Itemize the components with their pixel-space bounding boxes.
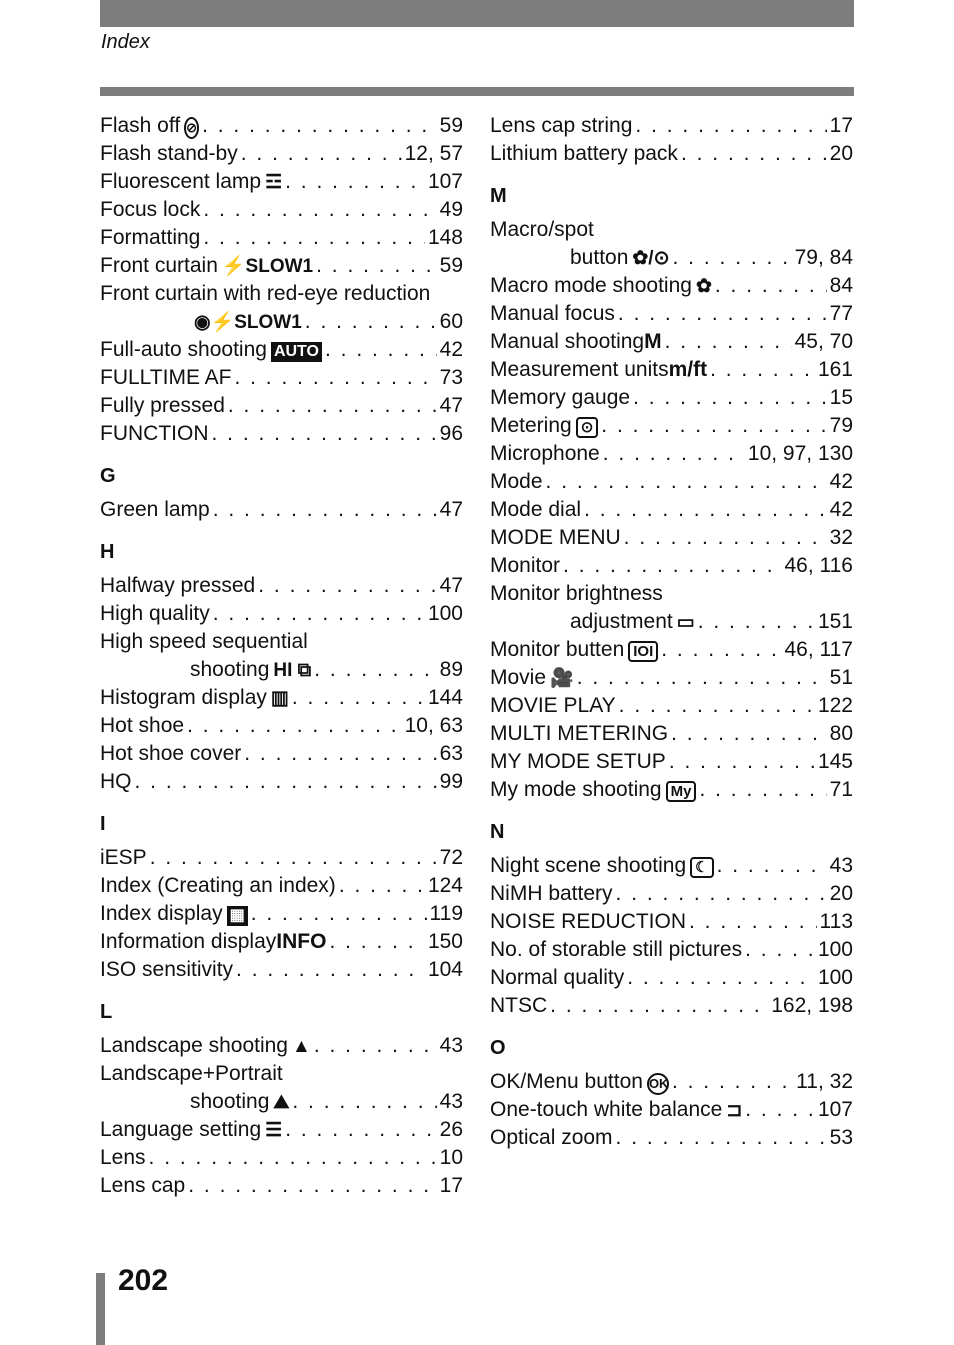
index-letter-heading: H: [100, 541, 115, 563]
leader-dots: [285, 1116, 436, 1144]
index-entry: [100, 956, 463, 984]
leader-dots: [203, 196, 436, 224]
index-entry: [100, 740, 463, 768]
index-pages: 43: [439, 1090, 463, 1113]
index-term: Microphone: [490, 442, 600, 465]
index-grid-icon: ▦: [227, 906, 248, 926]
index-entry: [490, 440, 853, 468]
page-number: 202: [118, 1264, 169, 1297]
index-entry: [490, 852, 853, 880]
index-term: Flash off: [100, 114, 181, 137]
index-term: Language setting: [100, 1118, 262, 1141]
index-pages: 150: [427, 930, 463, 953]
index-pages: 99: [439, 770, 463, 793]
index-term: button: [570, 246, 629, 269]
index-entry: [490, 384, 853, 412]
index-term: HQ: [100, 770, 132, 793]
leader-dots: [745, 936, 815, 964]
leader-dots: [305, 308, 437, 336]
leader-dots: [213, 600, 425, 628]
index-entry: [100, 600, 463, 628]
index-term: Front curtain with red-eye reduction: [100, 282, 431, 305]
leader-dots: [699, 776, 826, 804]
index-term: Movie: [490, 666, 547, 689]
index-entry-line: [100, 1060, 463, 1088]
index-entry: [100, 768, 463, 796]
index-term: NTSC: [490, 994, 548, 1017]
index-entry: [100, 496, 463, 524]
leader-dots: [329, 928, 425, 956]
leader-dots: [241, 140, 402, 168]
index-term: Macro/spot: [490, 218, 594, 241]
index-term: Normal quality: [490, 966, 625, 989]
index-term: Hot shoe cover: [100, 742, 242, 765]
leader-dots: [584, 496, 827, 524]
leader-dots: [577, 664, 827, 692]
index-column-right: [490, 112, 853, 1152]
index-term: Monitor butten: [490, 638, 625, 661]
index-term: Monitor brightness: [490, 582, 663, 605]
index-entry: [100, 684, 463, 712]
index-entry: [100, 420, 463, 448]
index-pages: 43: [439, 1034, 463, 1057]
index-term: MULTI METERING: [490, 722, 669, 745]
index-term: Landscape+Portrait: [100, 1062, 283, 1085]
index-pages: 59: [439, 254, 463, 277]
leader-dots: [689, 908, 817, 936]
index-term: Manual shooting: [490, 330, 645, 353]
leader-dots: [627, 964, 815, 992]
index-entry: [100, 1032, 463, 1060]
index-entry: [490, 244, 853, 272]
redeye-slow1-icon: ◉⚡SLOW1: [194, 312, 302, 333]
leader-dots: [234, 364, 436, 392]
index-term: Information display: [100, 930, 277, 953]
index-pages: 148: [427, 226, 463, 249]
leader-dots: [202, 112, 437, 140]
leader-dots: [213, 496, 437, 524]
index-pages: 161: [817, 358, 853, 381]
index-term: Flash stand-by: [100, 142, 238, 165]
index-entry: [100, 336, 463, 364]
index-pages: 107: [817, 1098, 853, 1121]
index-term: High speed sequential: [100, 630, 308, 653]
night-scene-icon: ☾: [690, 857, 713, 878]
leader-dots: [550, 992, 768, 1020]
index-entry: [490, 356, 853, 384]
index-term: No. of storable still pictures: [490, 938, 743, 961]
index-letter-heading: L: [100, 1001, 113, 1023]
flash-slow1-icon: ⚡SLOW1: [221, 256, 314, 277]
index-entry: [490, 272, 853, 300]
index-entry: [490, 112, 853, 140]
index-pages: 73: [439, 366, 463, 389]
index-term: Full-auto shooting: [100, 338, 267, 361]
landscape-portrait-icon: ⛰: [273, 1092, 290, 1113]
index-pages: 72: [439, 846, 463, 869]
index-pages: 17: [439, 1174, 463, 1197]
leader-dots: [616, 1124, 827, 1152]
index-entry: [100, 364, 463, 392]
index-pages: 100: [817, 938, 853, 961]
index-pages: 10: [439, 1146, 463, 1169]
index-pages: 17: [829, 114, 853, 137]
index-entry: [100, 1116, 463, 1144]
leader-dots: [244, 740, 436, 768]
index-term: High quality: [100, 602, 210, 625]
index-pages: 32: [829, 526, 853, 549]
section-title: Index: [101, 31, 150, 53]
index-entry: [490, 524, 853, 552]
index-term: shooting: [190, 658, 270, 681]
index-entry: [100, 392, 463, 420]
index-entry: [490, 880, 853, 908]
leader-dots: [187, 712, 402, 740]
index-pages: 12, 57: [404, 142, 463, 165]
index-letter-heading: M: [490, 185, 507, 207]
index-entry: [490, 496, 853, 524]
index-entry: [100, 872, 463, 900]
index-pages: 113: [819, 910, 853, 933]
leader-dots: [285, 168, 425, 196]
index-entry: [490, 468, 853, 496]
leader-dots: [669, 748, 815, 776]
index-term: Lens cap: [100, 1174, 186, 1197]
leader-dots: [546, 468, 827, 496]
index-term: Measurement units: [490, 358, 669, 381]
index-pages: 162, 198: [771, 994, 853, 1017]
index-entry: [100, 224, 463, 252]
leader-dots: [635, 112, 826, 140]
index-term: Optical zoom: [490, 1126, 613, 1149]
index-entry: [100, 656, 463, 684]
leader-dots: [236, 956, 425, 984]
index-pages: 51: [829, 666, 853, 689]
index-pages: 49: [439, 198, 463, 221]
index-entry: [100, 900, 463, 928]
index-pages: 26: [439, 1118, 463, 1141]
leader-dots: [633, 384, 827, 412]
one-touch-wb-icon: ⊐: [726, 1100, 743, 1121]
index-term: MY MODE SETUP: [490, 750, 666, 773]
brightness-icon: ▭: [676, 612, 695, 633]
index-term: Monitor: [490, 554, 561, 577]
index-entry: [490, 776, 853, 804]
leader-dots: [715, 272, 827, 300]
index-term: shooting: [190, 1090, 270, 1113]
index-pages: 119: [429, 902, 463, 925]
index-pages: 77: [829, 302, 853, 325]
index-pages: 80: [829, 722, 853, 745]
index-term: adjustment: [570, 610, 673, 633]
index-entry: [490, 664, 853, 692]
leader-dots: [681, 140, 827, 168]
index-entry: [490, 328, 853, 356]
leader-dots: [228, 392, 437, 420]
index-letter-heading: I: [100, 813, 106, 835]
index-pages: 11, 32: [796, 1070, 853, 1093]
index-term: MODE MENU: [490, 526, 621, 549]
index-letter-heading: N: [490, 821, 505, 843]
auto-icon: AUTO: [271, 342, 322, 362]
index-entry: [100, 712, 463, 740]
index-entry: [100, 140, 463, 168]
leader-dots: [325, 336, 437, 364]
leader-dots: [745, 1096, 815, 1124]
index-pages: 59: [439, 114, 463, 137]
leader-dots: [203, 224, 425, 252]
index-pages: 89: [439, 658, 463, 681]
index-pages: 100: [817, 966, 853, 989]
index-pages: 96: [439, 422, 463, 445]
spot-metering-icon: ⊙: [576, 417, 599, 438]
header-rule: [100, 87, 854, 96]
leader-dots: [292, 684, 425, 712]
leader-dots: [671, 720, 827, 748]
index-term: Manual focus: [490, 302, 615, 325]
index-entry: [490, 1068, 853, 1096]
index-pages: 42: [829, 498, 853, 521]
index-pages: 45, 70: [794, 330, 853, 353]
index-pages: 47: [439, 394, 463, 417]
index-term: Green lamp: [100, 498, 210, 521]
index-keyword: INFO: [276, 930, 327, 953]
index-term: Fully pressed: [100, 394, 225, 417]
index-pages: 100: [427, 602, 463, 625]
leader-dots: [619, 692, 815, 720]
index-entry-line: [100, 628, 463, 656]
index-entry: [490, 412, 853, 440]
index-letter-heading: G: [100, 465, 116, 487]
macro-spot-icon: ✿/⊙: [632, 248, 670, 269]
language-icon: ☰: [265, 1120, 283, 1141]
index-entry: [100, 168, 463, 196]
index-term: FULLTIME AF: [100, 366, 232, 389]
index-pages: 60: [439, 310, 463, 333]
index-entry-line: [490, 216, 853, 244]
index-term: Mode: [490, 470, 543, 493]
page-number-bar: [96, 1273, 105, 1345]
index-entry: [490, 720, 853, 748]
index-entry: [490, 608, 853, 636]
index-pages: 104: [427, 958, 463, 981]
index-pages: 46, 117: [784, 638, 853, 661]
index-term: Index (Creating an index): [100, 874, 336, 897]
index-pages: 124: [427, 874, 463, 897]
leader-dots: [665, 328, 792, 356]
index-term: NOISE REDUCTION: [490, 910, 687, 933]
index-pages: 10, 63: [404, 714, 463, 737]
index-term: Histogram display: [100, 686, 267, 709]
index-term: Index display: [100, 902, 223, 925]
landscape-icon: ▲: [292, 1036, 311, 1057]
index-entry: [100, 112, 463, 140]
index-pages: 79: [829, 414, 853, 437]
index-entry: [490, 748, 853, 776]
index-term: Lens cap string: [490, 114, 633, 137]
index-term: Lithium battery pack: [490, 142, 678, 165]
leader-dots: [698, 608, 815, 636]
leader-dots: [150, 844, 437, 872]
index-pages: 63: [439, 742, 463, 765]
ok-button-icon: OK: [647, 1073, 669, 1095]
index-term: Halfway pressed: [100, 574, 256, 597]
index-term: One-touch white balance: [490, 1098, 723, 1121]
leader-dots: [251, 900, 427, 928]
index-pages: 15: [829, 386, 853, 409]
index-term: Front curtain: [100, 254, 218, 277]
index-term: Memory gauge: [490, 386, 631, 409]
index-term: Night scene shooting: [490, 854, 687, 877]
leader-dots: [292, 1088, 436, 1116]
index-term: Focus lock: [100, 198, 201, 221]
index-term: Fluorescent lamp: [100, 170, 262, 193]
index-entry-line: [100, 280, 463, 308]
index-entry: [490, 992, 853, 1020]
index-entry: [490, 1124, 853, 1152]
histogram-icon: ▥: [270, 688, 289, 709]
index-term: MOVIE PLAY: [490, 694, 616, 717]
index-column-left: [100, 112, 463, 1200]
leader-dots: [661, 636, 781, 664]
leader-dots: [314, 656, 436, 684]
index-pages: 107: [427, 170, 463, 193]
movie-icon: 🎥: [550, 668, 574, 689]
leader-dots: [339, 872, 425, 900]
index-term: Lens: [100, 1146, 146, 1169]
monitor-button-icon: IOI: [628, 641, 658, 662]
index-entry: [490, 140, 853, 168]
index-keyword: M: [644, 330, 662, 353]
leader-dots: [673, 244, 792, 272]
index-entry: [100, 844, 463, 872]
hi-sequential-icon: HI ⧉: [273, 660, 312, 681]
index-pages: 71: [829, 778, 853, 801]
index-entry-line: [490, 580, 853, 608]
index-term: Formatting: [100, 226, 201, 249]
leader-dots: [601, 412, 826, 440]
index-entry: [100, 308, 463, 336]
leader-dots: [314, 1032, 437, 1060]
index-term: Metering: [490, 414, 572, 437]
index-term: iESP: [100, 846, 147, 869]
leader-dots: [316, 252, 437, 280]
leader-dots: [672, 1068, 793, 1096]
index-pages: 43: [829, 854, 853, 877]
index-term: Landscape shooting: [100, 1034, 288, 1057]
index-pages: 42: [439, 338, 463, 361]
index-entry: [100, 928, 463, 956]
index-term: Macro mode shooting: [490, 274, 692, 297]
index-keyword: m/ft: [668, 358, 708, 381]
index-term: My mode shooting: [490, 778, 662, 801]
macro-icon: ✿: [695, 276, 712, 297]
index-term: Mode dial: [490, 498, 582, 521]
index-term: FUNCTION: [100, 422, 209, 445]
index-pages: 122: [817, 694, 853, 717]
leader-dots: [258, 572, 436, 600]
leader-dots: [188, 1172, 436, 1200]
index-pages: 46, 116: [784, 554, 853, 577]
index-pages: 20: [829, 142, 853, 165]
index-entry: [100, 1172, 463, 1200]
index-pages: 145: [817, 750, 853, 773]
index-pages: 42: [829, 470, 853, 493]
index-letter-heading: O: [490, 1037, 506, 1059]
index-pages: 53: [829, 1126, 853, 1149]
index-entry: [490, 1096, 853, 1124]
header-bar: [100, 0, 854, 27]
leader-dots: [212, 420, 437, 448]
index-entry: [490, 908, 853, 936]
leader-dots: [616, 880, 827, 908]
leader-dots: [624, 524, 827, 552]
index-pages: 151: [817, 610, 853, 633]
leader-dots: [618, 300, 827, 328]
leader-dots: [717, 852, 827, 880]
flash-off-icon: ⊘: [184, 117, 199, 139]
index-entry: [490, 300, 853, 328]
index-entry: [100, 196, 463, 224]
index-entry: [100, 252, 463, 280]
index-term: OK/Menu button: [490, 1070, 643, 1093]
leader-dots: [135, 768, 437, 796]
index-pages: 47: [439, 574, 463, 597]
leader-dots: [563, 552, 781, 580]
index-entry: [490, 552, 853, 580]
index-pages: 47: [439, 498, 463, 521]
index-entry: [490, 636, 853, 664]
index-entry: [490, 936, 853, 964]
index-term: NiMH battery: [490, 882, 613, 905]
index-entry: [100, 1088, 463, 1116]
fluorescent-icon: ☲: [265, 172, 283, 193]
index-pages: 84: [829, 274, 853, 297]
index-entry: [100, 1144, 463, 1172]
index-entry: [490, 964, 853, 992]
index-term: Hot shoe: [100, 714, 185, 737]
leader-dots: [710, 356, 815, 384]
index-pages: 79, 84: [794, 246, 853, 269]
my-mode-icon: My: [666, 781, 697, 802]
index-pages: 144: [427, 686, 463, 709]
index-term: ISO sensitivity: [100, 958, 234, 981]
index-entry: [490, 692, 853, 720]
index-pages: 10, 97, 130: [747, 442, 853, 465]
index-entry: [100, 572, 463, 600]
leader-dots: [149, 1144, 437, 1172]
index-pages: 20: [829, 882, 853, 905]
leader-dots: [603, 440, 745, 468]
